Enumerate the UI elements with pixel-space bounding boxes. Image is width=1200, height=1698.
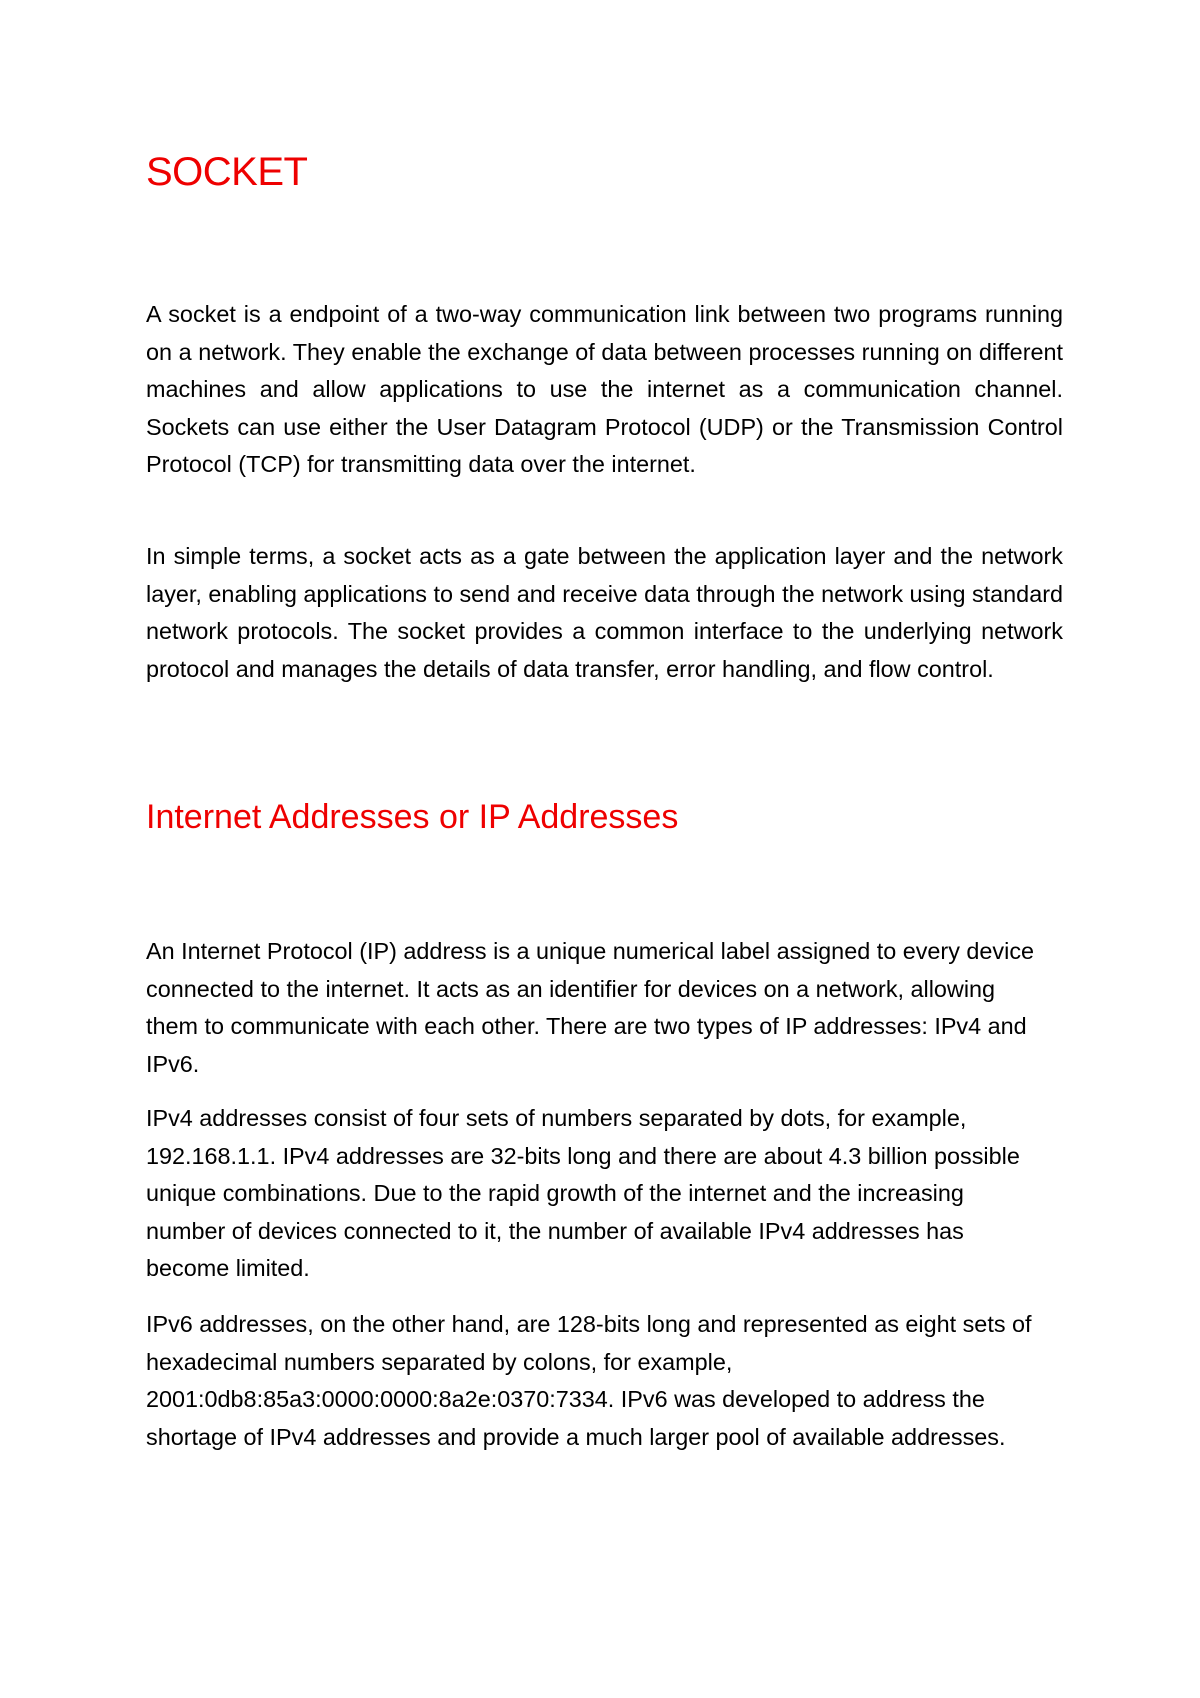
paragraph-ipv6: IPv6 addresses, on the other hand, are 128-bits long and represented as eight sets of hexadecimal numbers separated by colons, for example, 2001:0db8:85a3:0000:0000:8a2e:0370:7334. IPv6 was developed to address the shortage of IPv4 addresses and provide a much larger pool of available addresses. [146,1311,1032,1450]
paragraph-ipv4: IPv4 addresses consist of four sets of numbers separated by dots, for example, 192.168.1.1. IPv4 addresses are 32-bits long and there are about 4.3 billion possible unique combinations. Due to the rapid growth of the internet and the increasing number of devices connected to it, the number of available IPv4 addresses has become limited. [146,1105,1020,1282]
heading-socket: SOCKET [146,150,308,194]
paragraph-ip-definition: An Internet Protocol (IP) address is a unique numerical label assigned to every device connected to the internet. It acts as an identifier for devices on a network, allowing them to communicate with each other. There are two types of IP addresses: IPv4 and IPv6. [146,938,1035,1077]
heading-ip-addresses: Internet Addresses or IP Addresses [146,798,679,836]
paragraph-socket-definition: A socket is a endpoint of a two-way communication link between two programs running on a network. They enable the exchange of data between processes running on different machines and allow applications to use the internet as a communication channel. Sockets can use either the User Datagram Protocol (UDP) or the Transmission Control Protocol (TCP) for transmitting data over the internet. [146,301,1063,478]
paragraph-socket-simple-terms: In simple terms, a socket acts as a gate between the application layer and the network layer, enabling applications to send and receive data through the network using standard network protocols. The socket provides a common interface to the underlying network protocol and manages the details of data transfer, error handling, and flow control. [146,543,1063,682]
